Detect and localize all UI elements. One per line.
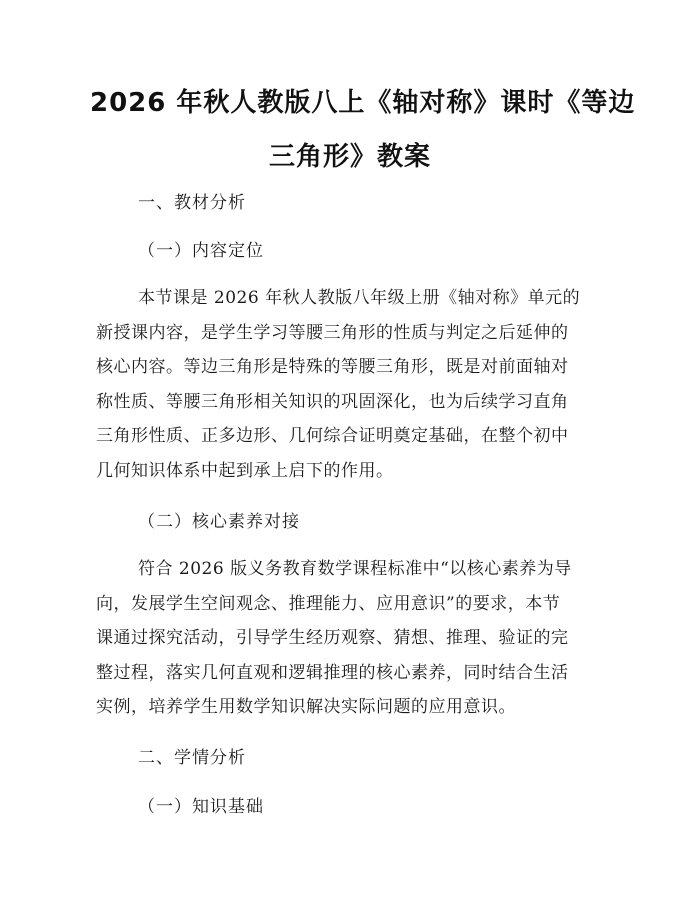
paragraph-line: 课通过探究活动，引导学生经历观察、猜想、推理、验证的完 [96, 628, 569, 648]
document-title [90, 76, 636, 184]
paragraph-line: 整过程，落实几何直观和逻辑推理的核心素养，同时结合生活 [96, 662, 569, 683]
paragraph-line: 本节课是 2026 年秋人教版八年级上册《轴对称》单元的 [138, 288, 581, 308]
paragraph-line: 实例，培养学生用数学知识解决实际问题的应用意识。 [96, 697, 516, 717]
paragraph-content-positioning [96, 281, 604, 488]
paragraph-line: 符合 2026 版义务教育数学课程标准中“以核心素养为导 [138, 559, 572, 579]
subsection-heading-knowledge-base: （一）知识基础 [138, 797, 264, 817]
section-heading-2: 二、学情分析 [138, 748, 246, 768]
paragraph-line: 新授课内容，是学生学习等腰三角形的性质与判定之后延伸的 [96, 322, 569, 343]
paragraph-line: 核心内容。等边三角形是特殊的等腰三角形，既是对前面轴对 [96, 357, 569, 377]
section-heading-1: 一、教材分析 [138, 193, 246, 213]
paragraph-core-literacy [96, 552, 604, 725]
paragraph-line: 几何知识体系中起到承上启下的作用。 [96, 460, 394, 481]
paragraph-line: 向，发展学生空间观念、推理能力、应用意识”的要求，本节 [96, 593, 561, 614]
paragraph-line: 三角形性质、正多边形、几何综合证明奠定基础，在整个初中 [96, 426, 569, 446]
title-line-1: 2026 年秋人教版八上《轴对称》课时《等边 [90, 88, 636, 118]
paragraph-line: 称性质、等腰三角形相关知识的巩固深化，也为后续学习直角 [96, 391, 569, 412]
title-line-2: 三角形》教案 [268, 142, 431, 172]
subsection-heading-content-positioning: （一）内容定位 [138, 241, 264, 261]
subsection-heading-core-literacy: （二）核心素养对接 [138, 512, 300, 532]
